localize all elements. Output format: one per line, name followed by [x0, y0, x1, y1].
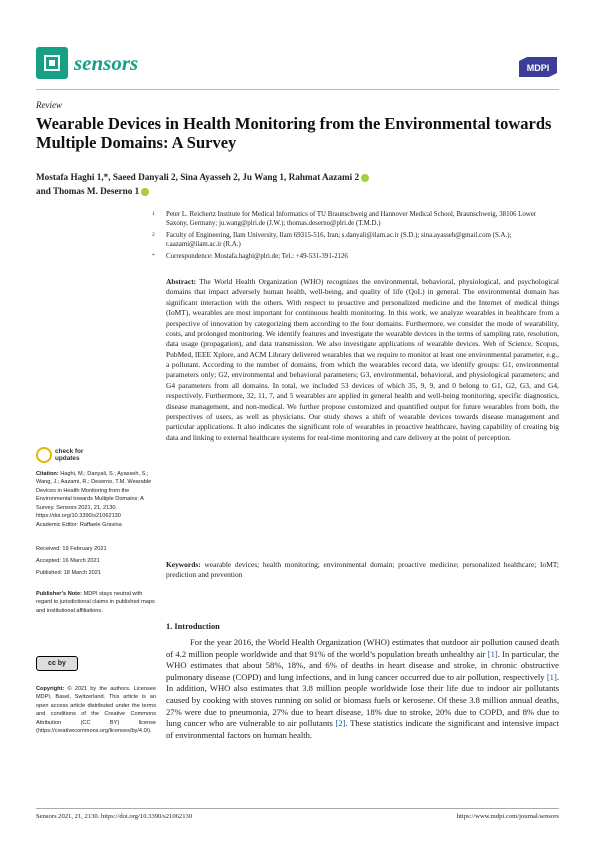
academic-editor: Academic Editor: Raffaele Gravina: [36, 522, 122, 528]
keywords-text: wearable devices; health monitoring; environmental domain; proactive medicine; personalized healthcare; IoMT; prediction and prevention: [166, 560, 560, 580]
publisher-note-label: Publisher’s Note:: [36, 591, 83, 597]
published-date: Published: 18 March 2021: [36, 570, 101, 576]
paper-title: Wearable Devices in Health Monitoring from the Environmental towards Multiple Domains: A Survey: [36, 114, 552, 152]
intro-text-1: For the year 2016, the World Health Organization (WHO) estimates that outdoor air pollution caused death of 4.2 million people worldwide and that 91% of the world’s population breath unhealthy air: [166, 637, 559, 659]
check-updates-icon: [36, 447, 52, 463]
footer-citation: Sensors 2021, 21, 2130. https://doi.org/10.3390/s21062130: [36, 813, 193, 820]
reference-link[interactable]: [1]: [487, 648, 498, 659]
keywords-label: Keywords:: [166, 560, 201, 569]
reference-link[interactable]: [2]: [335, 718, 346, 729]
mdpi-logo-icon: [517, 57, 559, 77]
header-rule: [36, 89, 559, 90]
check-updates-line-1: check for: [55, 448, 84, 455]
accepted-date: Accepted: 16 March 2021: [36, 558, 100, 564]
reference-link[interactable]: [1]: [546, 671, 557, 682]
abstract-text: The World Health Organization (WHO) recognizes the environmental, behavioral, physiological, and psychological domains that impact adversely human health, well-being, and quality of life (QoL) in general. The environmental domain has significant interaction with the others. With respect to proactive and personalized medicine and the Internet of medical things (IoMT), wearables are most important for continuous health monitoring. In this work, we analyze wearables in healthcare from a perspective of innovation by categorizing them according to the four domains. Furthermore, we consider the mode of wearability, costs, and prolonged monitoring. We identify features and investigate the wearable devices in the terms of sampling rate, resolution, data usage (propagation), and data transmission. We also investigate applications of wearable devices. Web of Science, Scopus, PubMed, IEEE Xplore, and ACM Library delivered wearables that we require to monitor at least one environmental parameter, e.g., a pollutant. According to the number of domains, from which the wearables record data, we identify groups: G1, environmental parameters only; G2, environmental and behavioral parameters; G3, environmental, behavioral, and physiological parameters; and G4 parameters from all domains. In total, we included 53 devices of which 35, 9, 9, and 0 belong to G1, G2, G3, and G4, respectively. Furthermore, 32, 11, 7, and 5 wearables are applied in general health and well-being monitoring, specific diagnostics, disease management, and non-medical. We further propose customized and quantified output for future wearables from both, the perspectives of users, as well as physicians. Our study shows a shift of wearable devices towards disease management and particular applications. It also indicates the significant role of wearables in proactive healthcare, having capability of creating big data and linking to external healthcare systems for real-time monitoring and care delivery at the point of perception.: [166, 277, 559, 442]
cc-by-license-icon[interactable]: cc by: [36, 656, 78, 671]
affiliation-text: Peter L. Reichertz Institute for Medical Informatics of TU Braunschweig and Hannover Medical School, Braunschweig, 38106 Lower Saxony, Germany; ju.wang@plri.de (J.W.); thomas.deserno@plri.de (T.M.D.): [166, 211, 537, 228]
journal-name: sensors: [74, 51, 139, 75]
section-heading-introduction: 1. Introduction: [166, 622, 220, 631]
article-type: Review: [36, 100, 62, 110]
introduction-paragraph: [166, 637, 559, 741]
affiliation-number: 2: [152, 232, 155, 238]
keywords: [166, 560, 559, 581]
citation-block: [36, 470, 156, 520]
affiliation-text: Faculty of Engineering, Ilam University, Ilam 69315-516, Iran; s.danyali@ilam.ac.ir (S.D.); sina.ayasseh@gmail.com (S.A.); r.aazami@ilam.ac.ir (R.A.): [166, 232, 512, 249]
abstract: [166, 277, 559, 443]
correspondence: [152, 252, 556, 261]
intro-text-2: . In particular, the WHO estimates that about 58%, 18%, and 6% of deaths in heart disease and stroke, in chronic obstructive pulmonary disease (COPD) and lung infections, and in lung cancer occurred due to air pollution, respectively: [166, 648, 559, 682]
copyright-text: © 2021 by the authors. Licensee MDPI, Basel, Switzerland. This article is an open access article distributed under the terms and conditions of the Creative Commons Attribution (CC BY) license (https://creativecommons.org/licenses/by/4.0/).: [36, 686, 157, 735]
authors-line-1: Mostafa Haghi 1,*, Saeed Danyali 2, Sina Ayasseh 2, Ju Wang 1, Rahmat Aazami 2: [36, 172, 360, 182]
abstract-label: Abstract:: [166, 277, 197, 286]
citation-label: Citation:: [36, 471, 59, 477]
orcid-icon[interactable]: [361, 174, 369, 182]
check-for-updates-button[interactable]: [36, 445, 156, 467]
mdpi-logo-text: MDPI: [526, 63, 550, 73]
intro-text-4: . These statistics indicate the significant and intensive impact of environmental factors on human health.: [166, 718, 559, 740]
copyright-label: Copyright:: [36, 686, 65, 692]
affiliation-number: *: [152, 253, 155, 259]
publisher-note: [36, 590, 156, 615]
author-list: [36, 170, 556, 198]
affiliation-2: [152, 231, 556, 250]
publisher-note-text: MDPI stays neutral with regard to jurisdictional claims in published maps and institutional affiliations.: [36, 591, 155, 614]
citation-text: Haghi, M.; Danyali, S.; Ayasseh, S.; Wang, J.; Aazami, R.; Deserno, T.M. Wearable Devices in Health Monitoring from the Environmental towards Multiple Domains: A Survey. Sensors 2021, 21, 2130. https://doi.org/10.3390/s21062130: [36, 471, 152, 520]
authors-line-2: and Thomas M. Deserno 1: [36, 186, 140, 196]
intro-text-3: . In addition, WHO also estimates that 3.8 million people worldwide lose their life due to indoor air pollutants caused by cooking with stoves running on solid or biomass fuels or kerosene. Of these 3.8 million annual deaths, 27% were due to pneumonia, 27% due to heart disease, 18% due to stroke, 20% due to COPD, and 8% due to lung cancer who are vulnerable to air pollutants: [166, 671, 559, 729]
affiliation-1: [152, 210, 556, 229]
journal-logo-icon: [36, 47, 68, 79]
affiliation-number: 1: [152, 211, 155, 217]
check-updates-line-2: updates: [55, 455, 80, 462]
footer-rule: [36, 808, 559, 809]
affiliation-text: Correspondence: Mostafa.haghi@plri.de; Tel.: +49-531-391-2126: [166, 253, 348, 260]
orcid-icon[interactable]: [141, 188, 149, 196]
copyright-block: [36, 685, 156, 735]
footer-journal-url[interactable]: https://www.mdpi.com/journal/sensors: [456, 813, 559, 820]
received-date: Received: 19 February 2021: [36, 546, 107, 552]
